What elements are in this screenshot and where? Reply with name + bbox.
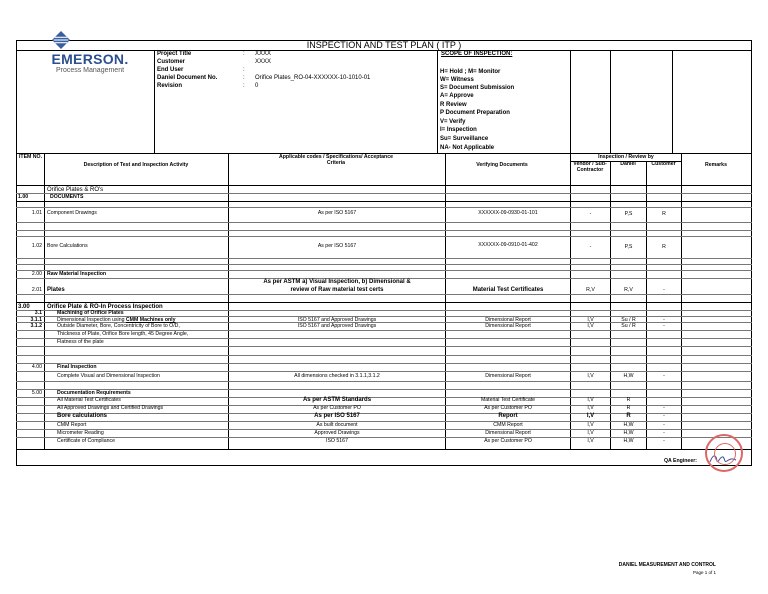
row-codes: As built document [316, 422, 358, 428]
grid-row-line [16, 264, 752, 265]
row-customer: - [663, 438, 665, 444]
row-number: 3.1.1 [30, 317, 42, 323]
row-documents: Dimensional Report [485, 317, 531, 323]
section-title: Final Inspection [57, 364, 97, 370]
row-codes: As per ISO 5167 [314, 413, 360, 419]
row-vendor: - [589, 244, 592, 250]
row-daniel: H,W [623, 422, 634, 428]
row-customer: - [663, 317, 665, 323]
grid-row-line [16, 236, 752, 237]
row-vendor: I,V [586, 413, 595, 419]
row-customer: R [662, 211, 666, 217]
row-description: CMM Report [57, 422, 87, 428]
grid-row-line [16, 355, 752, 356]
row-daniel: R [626, 397, 631, 403]
project-value: XXXX [255, 59, 272, 65]
section-title: Documentation Requirements [57, 390, 131, 396]
row-vendor: I,V [587, 422, 594, 428]
grid-row-line [16, 310, 752, 311]
row-customer: - [663, 422, 665, 428]
grid-row-line [16, 429, 752, 430]
row-documents: As per Customer PO [484, 405, 532, 411]
row-codes: As per ISO 5167 [317, 210, 357, 216]
grid-row-line [16, 193, 752, 194]
row-description: Outside Diameter, Bore, Concentricity of Bore to O/D, [57, 323, 180, 329]
project-label: Daniel Document No. [157, 75, 218, 81]
project-value: XXXX [255, 51, 272, 57]
grid-row-line [16, 294, 752, 295]
project-colon: : [243, 51, 245, 57]
row-description-continued: Flatness of the plate [57, 339, 104, 345]
row-description: Bore calculations [57, 413, 108, 419]
header-divider [672, 50, 673, 153]
row-documents: Dimensional Report [485, 373, 531, 379]
grid-row-line [16, 201, 752, 202]
row-description: Certificate of Compliance [57, 438, 115, 444]
row-description: Plates [47, 287, 65, 293]
row-number: 1.02 [31, 243, 42, 249]
header-bottom-line [16, 185, 752, 186]
footer-page: Page 1 of 1 [692, 570, 716, 575]
emerson-logo-icon [52, 31, 70, 49]
row-vendor: I,V [587, 405, 594, 411]
section-number: 1.00 [18, 194, 29, 200]
row-codes: As per ASTM a) Visual Inspection, b) Dimensional & [263, 279, 411, 285]
project-colon: : [243, 83, 245, 89]
project-label: End User [157, 67, 184, 73]
scope-line: I= Inspection [440, 127, 477, 133]
section-number: 2.00 [31, 271, 42, 277]
project-value: 0 [255, 83, 259, 89]
row-description: Complete Visual and Dimensional Inspection [57, 373, 160, 379]
row-codes: All dimensions checked in 3.1.1,3.1.2 [294, 373, 380, 379]
grid-row-line [16, 338, 752, 339]
row-customer: - [663, 413, 665, 419]
row-daniel: H,W [623, 373, 634, 379]
column-remarks: Remarks [705, 162, 727, 168]
section-title: Orifice Plate & RO-In Process Inspection [47, 304, 163, 310]
section-title: Raw Material Inspection [47, 271, 107, 277]
grid-row-line [16, 207, 752, 208]
row-description: All Approved Drawings and Certified Drawings [57, 405, 164, 411]
row-vendor: - [589, 211, 592, 217]
row-daniel: P,S [624, 244, 633, 250]
grid-row-line [16, 449, 752, 450]
row-description: Bore Calculations [47, 243, 88, 249]
row-customer: - [663, 430, 665, 436]
section-title: DOCUMENTS [50, 194, 84, 200]
grid-row-line [16, 371, 752, 372]
row-description: All Material Test Certificates [57, 397, 121, 403]
row-documents: Material Test Certificate [480, 397, 536, 403]
row-daniel: R [626, 405, 631, 411]
project-label: Project Title [157, 51, 192, 57]
row-daniel: Su / R [621, 317, 636, 323]
row-customer: - [663, 373, 665, 379]
row-vendor: I,V [587, 317, 594, 323]
row-vendor: I,V [587, 373, 594, 379]
stamp-icon [705, 434, 743, 472]
row-description-text: Dimensional Inspection using [57, 317, 126, 323]
row-customer: - [663, 405, 665, 411]
header-divider [570, 50, 571, 153]
scope-line: R Review [440, 102, 467, 108]
section-number: 5.00 [31, 390, 42, 396]
row-codes: ISO 5167 [326, 438, 348, 444]
row-codes: Approved Drawings [314, 430, 360, 436]
row-documents: Dimensional Report [485, 323, 531, 329]
scope-line: P Document Preparation [440, 110, 510, 116]
project-value: Orifice Plates_RO-04-XXXXXX-10-1010-01 [255, 75, 371, 81]
row-vendor: R,V [586, 287, 595, 293]
row-vendor: I,V [587, 397, 594, 403]
scope-line: A= Approve [440, 93, 474, 99]
project-label: Revision [157, 83, 183, 89]
row-daniel: H,W [623, 438, 634, 444]
section-number: 3.00 [18, 304, 30, 310]
row-customer: - [663, 287, 665, 293]
grid-row-line [16, 222, 752, 223]
section-number: 4.00 [31, 364, 42, 370]
row-daniel: P,S [624, 211, 633, 217]
row-documents: Report [498, 413, 518, 419]
header-divider [154, 50, 155, 153]
scope-line: S= Document Submission [440, 85, 515, 91]
row-vendor: I,V [587, 323, 594, 329]
stamp-inner-ring [714, 443, 736, 465]
row-codes: As per ISO 5167 [317, 243, 357, 249]
row-number: 1.01 [31, 210, 42, 216]
row-number: 2.01 [31, 287, 42, 293]
grid-row-line [16, 258, 752, 259]
column-review-group: Inspection / Review by [598, 154, 654, 160]
row-codes: As per Customer PO [313, 405, 361, 411]
row-codes: review of Raw material test certs [290, 287, 384, 293]
grid-row-line [16, 421, 752, 422]
project-label: Customer [157, 59, 186, 65]
column-description: Description of Test and Inspection Activity [83, 162, 189, 168]
qa-engineer-label: QA Engineer: [664, 458, 697, 464]
row-documents: Dimensional Report [485, 430, 531, 436]
scope-heading: SCOPE OF INSPECTION: [441, 51, 513, 57]
row-daniel: R [626, 413, 631, 419]
column-daniel: Daniel [620, 161, 636, 167]
column-codes: Applicable codes / Specifications/ Acceptance Criteria [279, 154, 393, 166]
column-item: ITEM NO. [18, 154, 43, 160]
grid-row-line [16, 302, 752, 303]
row-codes: ISO 5167 and Approved Drawings [297, 317, 377, 323]
document-title: INSPECTION AND TEST PLAN ( ITP ) [306, 40, 462, 50]
row-number: 3.1 [34, 310, 42, 316]
grid-row-line [16, 270, 752, 271]
logo-brand: EMERSON. [51, 51, 129, 67]
scope-line: Su= Surveillance [440, 136, 489, 142]
header-divider [610, 50, 611, 153]
project-colon: : [243, 67, 245, 73]
scope-line: NA- Not Applicable [440, 145, 495, 151]
grid-row-line [16, 437, 752, 438]
footer-company: DANIEL MEASUREMENT AND CONTROL [618, 562, 716, 568]
row-customer: R [662, 244, 666, 250]
scope-line: H= Hold ; M= Monitor [440, 69, 501, 75]
row-daniel: H,W [623, 430, 634, 436]
intro-row: Orifice Plates & RO's [47, 187, 104, 193]
header-divider [437, 50, 438, 153]
row-description: Machining of Orifice Plates [57, 310, 124, 316]
project-colon: : [243, 75, 245, 81]
grid-row-line [16, 381, 752, 382]
row-documents: XXXXXX-09-0930-01-101 [478, 210, 538, 216]
column-documents: Verifying Documents [476, 162, 528, 168]
scope-line: V= Verify [440, 119, 466, 125]
row-vendor: I,V [587, 430, 594, 436]
row-daniel: Su / R [621, 323, 636, 329]
grid-row-line [16, 230, 752, 231]
row-description: Micrometer Reading [57, 430, 104, 436]
grid-row-line [16, 346, 752, 347]
column-vendor: Vendor / Sub-Contractor [573, 161, 607, 173]
row-description-continued: Thickness of Plate, Orifice Bore length, 45 Degree Angle, [57, 331, 189, 337]
row-documents: CMM Report [493, 422, 523, 428]
row-documents: XXXXXX-09-0910-01-402 [478, 242, 538, 248]
scope-line: W= Witness [440, 77, 474, 83]
row-daniel: R,V [624, 287, 633, 293]
row-number: 3.1.2 [30, 323, 42, 329]
column-customer: Customer [651, 161, 676, 167]
row-vendor: I,V [587, 438, 594, 444]
row-description: Component Drawings [47, 210, 97, 216]
row-codes: ISO 5167 and Approved Drawings [297, 323, 377, 329]
grid-row-line [16, 363, 752, 364]
logo-subtitle: Process Management [55, 67, 125, 74]
row-customer: - [663, 323, 665, 329]
row-documents: Material Test Certificates [472, 287, 544, 293]
row-documents: As per Customer PO [484, 438, 532, 444]
row-description-emphasis: CMM Machines only [125, 317, 176, 323]
row-codes: As per ASTM Standards [302, 397, 372, 403]
